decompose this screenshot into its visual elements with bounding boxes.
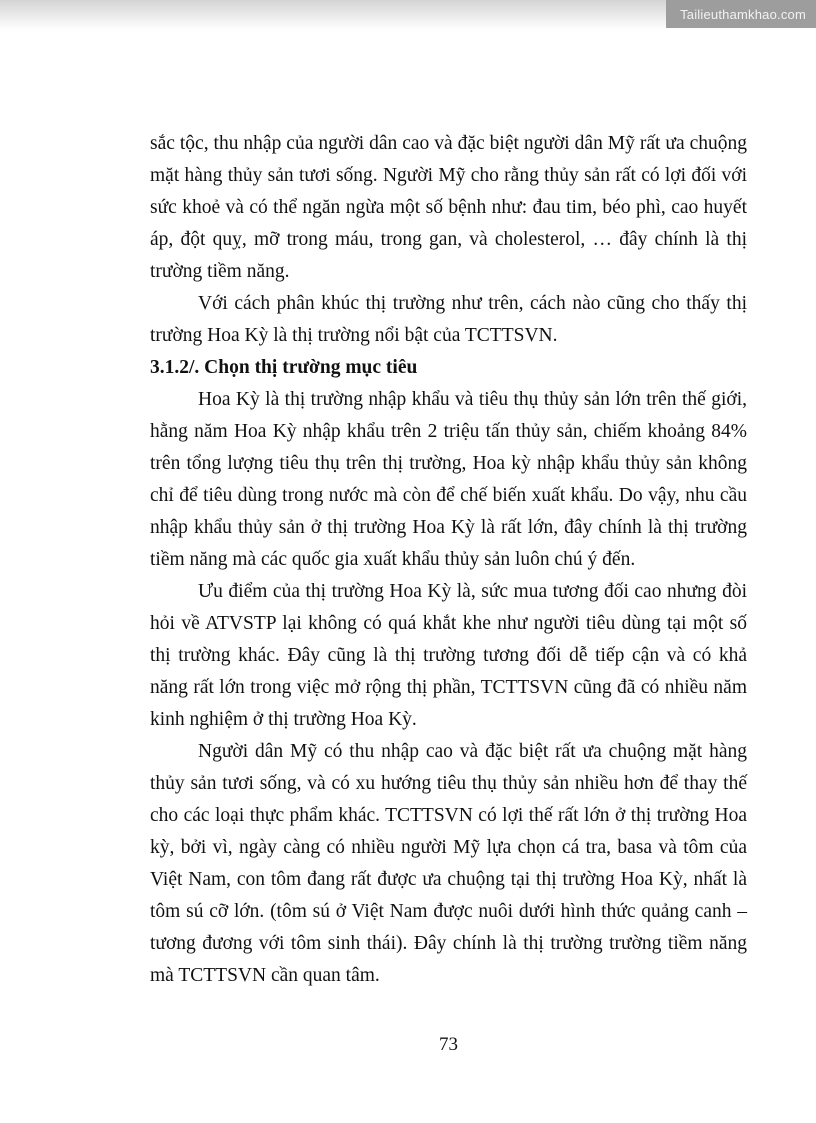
- section-heading: 3.1.2/. Chọn thị trường mục tiêu: [150, 357, 418, 378]
- page-number: 73: [439, 1034, 458, 1055]
- watermark-text: Tailieuthamkhao.com: [680, 6, 806, 22]
- page-content: [150, 128, 747, 992]
- paragraph-market-advantages: Ưu điểm của thị trường Hoa Kỳ là, sức mua tương đối cao nhưng đòi hỏi về ATVSTP lại không có quá khắt khe như người tiêu dùng tại một số thị trường khác. Đây cũng là thị trường tương đối dễ tiếp cận và có khả năng rất lớn trong việc mở rộng thị phần, TCTTSVN cũng đã có nhiều năm kinh nghiệm ở thị trường Hoa Kỳ.: [150, 581, 747, 730]
- paragraph-us-market: Hoa Kỳ là thị trường nhập khẩu và tiêu thụ thủy sản lớn trên thế giới, hằng năm Hoa Kỳ nhập khẩu trên 2 triệu tấn thủy sản, chiếm khoảng 84% trên tổng lượng tiêu thụ trên thị trường, Hoa kỳ nhập khẩu thủy sản không chỉ để tiêu dùng trong nước mà còn để chế biến xuất khẩu. Do vậy, nhu cầu nhập khẩu thủy sản ở thị trường Hoa Kỳ là rất lớn, đây chính là thị trường tiềm năng mà các quốc gia xuất khẩu thủy sản luôn chú ý đến.: [150, 389, 747, 570]
- watermark-badge: [666, 0, 816, 28]
- scan-edge-shading: [0, 0, 816, 30]
- paragraph-us-consumers: Người dân Mỹ có thu nhập cao và đặc biệt rất ưa chuộng mặt hàng thủy sản tươi sống, và có xu hướng tiêu thụ thủy sản nhiều hơn để thay thế cho các loại thực phẩm khác. TCTTSVN có lợi thế rất lớn ở thị trường Hoa kỳ, bởi vì, ngày càng có nhiều người Mỹ lựa chọn cá tra, basa và tôm của Việt Nam, con tôm đang rất được ưa chuộng tại thị trường Hoa Kỳ, nhất là tôm sú cỡ lớn. (tôm sú ở Việt Nam được nuôi dưới hình thức quảng canh – tương đương với tôm sinh thái). Đây chính là thị trường trường tiềm năng mà TCTTSVN cần quan tâm.: [150, 741, 747, 986]
- paragraph-segmentation-conclusion: Với cách phân khúc thị trường như trên, cách nào cũng cho thấy thị trường Hoa Kỳ là thị trường nổi bật của TCTTSVN.: [150, 293, 747, 346]
- paragraph-continuation: sắc tộc, thu nhập của người dân cao và đặc biệt người dân Mỹ rất ưa chuộng mặt hàng thủy sản tươi sống. Người Mỹ cho rằng thủy sản rất có lợi đối với sức khoẻ và có thể ngăn ngừa một số bệnh như: đau tim, béo phì, cao huyết áp, đột quỵ, mỡ trong máu, trong gan, và cholesterol, … đây chính là thị trường tiềm năng.: [150, 133, 747, 282]
